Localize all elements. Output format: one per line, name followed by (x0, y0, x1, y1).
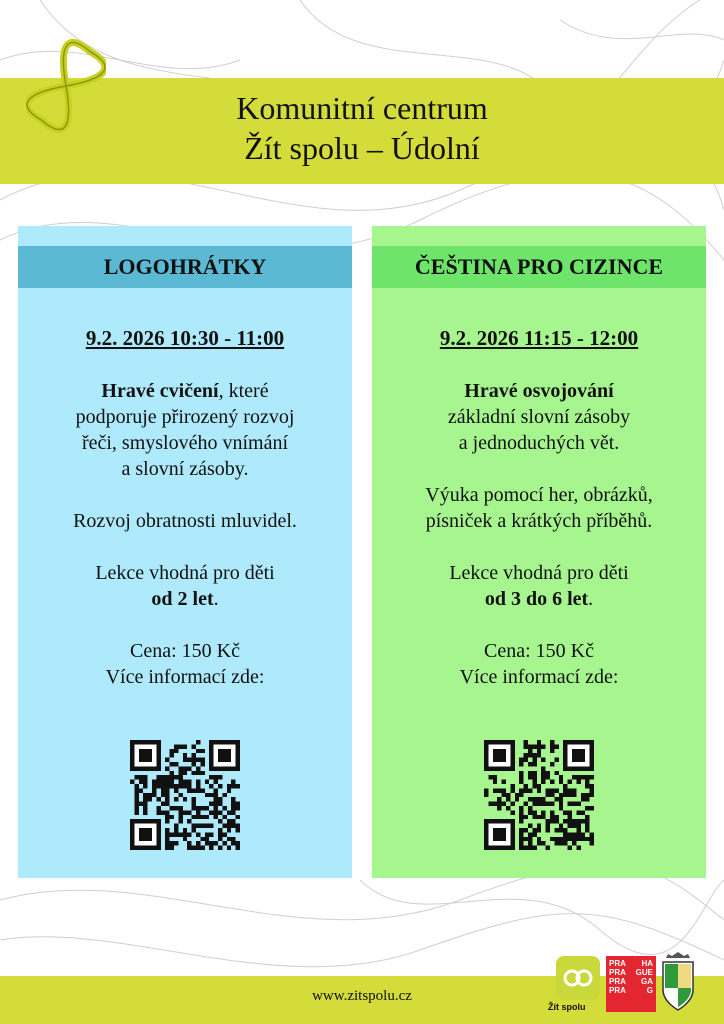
prague-logo-text: HA (641, 959, 653, 968)
desc-text: základní slovní zásoby (447, 406, 631, 428)
desc-text: Výuka pomocí her, obrázků, (425, 484, 653, 506)
prague-logo-text: PRA (609, 986, 626, 995)
desc-text: a slovní zásoby. (121, 458, 249, 480)
panel-heading: LOGOHRÁTKY (18, 246, 352, 288)
age-text: Lekce vhodná pro děti (95, 562, 275, 584)
desc-text: písniček a krátkých příběhů. (425, 510, 653, 532)
title-line-2: Žít spolu – Údolní (244, 130, 480, 166)
desc-text: podporuje přirozený rozvoj (75, 406, 295, 428)
panel-heading: ČEŠTINA PRO CIZINCE (372, 246, 706, 288)
page-title (0, 88, 724, 168)
qr-code-icon[interactable] (130, 740, 240, 850)
desc-bold: Hravé cvičení (101, 380, 219, 402)
website-link[interactable]: www.zitspolu.cz (312, 988, 412, 1004)
prague-logo-text: GUE (635, 968, 653, 977)
desc-text: a jednoduchých vět. (458, 432, 620, 454)
prague-logo-text: PRA (609, 968, 626, 977)
more-info-text: Více informací zde: (105, 666, 265, 688)
price-text: Cena: 150 Kč (130, 640, 240, 662)
qr-code-icon[interactable] (484, 740, 594, 850)
age-end: . (588, 588, 594, 610)
zit-spolu-logo-icon (556, 956, 600, 1000)
panel-description (18, 378, 352, 716)
more-info-text: Více informací zde: (459, 666, 619, 688)
prague-logo (606, 956, 656, 1012)
desc-text: Rozvoj obratnosti mluvidel. (73, 510, 297, 532)
price-text: Cena: 150 Kč (484, 640, 594, 662)
prague-logo-text: PRA (609, 959, 626, 968)
event-date: 9.2. 2026 10:30 - 11:00 (85, 326, 285, 350)
zit-spolu-logo-label: Žít spolu (548, 1002, 586, 1012)
prague-logo-text: GA (641, 977, 653, 986)
panel-logohratky (18, 226, 352, 878)
desc-text: řeči, smyslového vnímání (81, 432, 289, 454)
district-crest-icon (660, 952, 696, 1012)
desc-bold: Hravé osvojování (464, 380, 614, 402)
desc-text: , které (218, 380, 269, 402)
prague-logo-text: G (646, 986, 653, 995)
event-date: 9.2. 2026 11:15 - 12:00 (439, 326, 639, 350)
prague-logo-text: PRA (609, 977, 626, 986)
age-range: od 3 do 6 let (484, 588, 589, 610)
age-range: od 2 let (151, 588, 214, 610)
age-text: Lekce vhodná pro děti (449, 562, 629, 584)
title-line-1: Komunitní centrum (236, 90, 488, 126)
panel-description (372, 378, 706, 716)
panel-cestina-pro-cizince (372, 226, 706, 878)
age-end: . (213, 588, 219, 610)
